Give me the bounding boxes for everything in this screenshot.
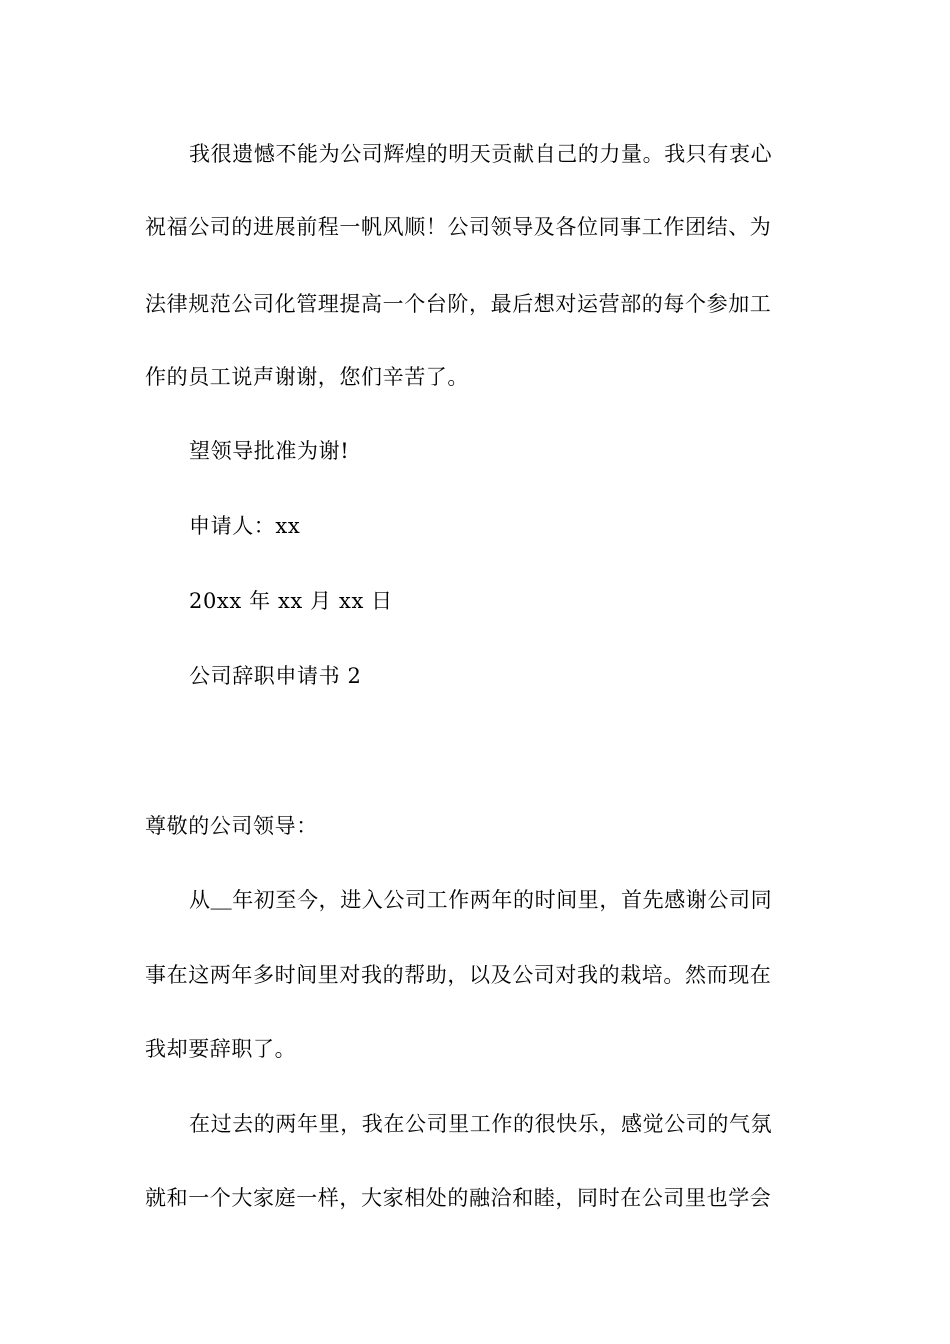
- paragraph-line: 法律规范公司化管理提高一个台阶，最后想对运营部的每个参加工: [145, 292, 772, 316]
- salutation-line: 尊敬的公司领导：: [145, 814, 318, 838]
- paragraph-line: 就和一个大家庭一样，大家相处的融洽和睦，同时在公司里也学会: [145, 1186, 772, 1210]
- applicant-line: 申请人：xx: [189, 514, 301, 538]
- paragraph-line: 作的员工说声谢谢，您们辛苦了。: [145, 365, 469, 389]
- paragraph-line: 我很遗憾不能为公司辉煌的明天贡献自己的力量。我只有衷心: [189, 142, 773, 166]
- date-line: 20xx 年 xx 月 xx 日: [189, 589, 393, 613]
- approval-request-line: 望领导批准为谢!: [189, 439, 350, 463]
- paragraph-line: 事在这两年多时间里对我的帮助，以及公司对我的栽培。然而现在: [145, 963, 772, 987]
- paragraph-line: 从＿年初至今，进入公司工作两年的时间里，首先感谢公司同: [189, 888, 773, 912]
- section-heading: 公司辞职申请书 2: [189, 664, 362, 688]
- paragraph-line: 我却要辞职了。: [145, 1037, 297, 1061]
- paragraph-line: 祝福公司的进展前程一帆风顺！公司领导及各位同事工作团结、为: [145, 215, 772, 239]
- paragraph-line: 在过去的两年里，我在公司里工作的很快乐，感觉公司的气氛: [189, 1112, 773, 1136]
